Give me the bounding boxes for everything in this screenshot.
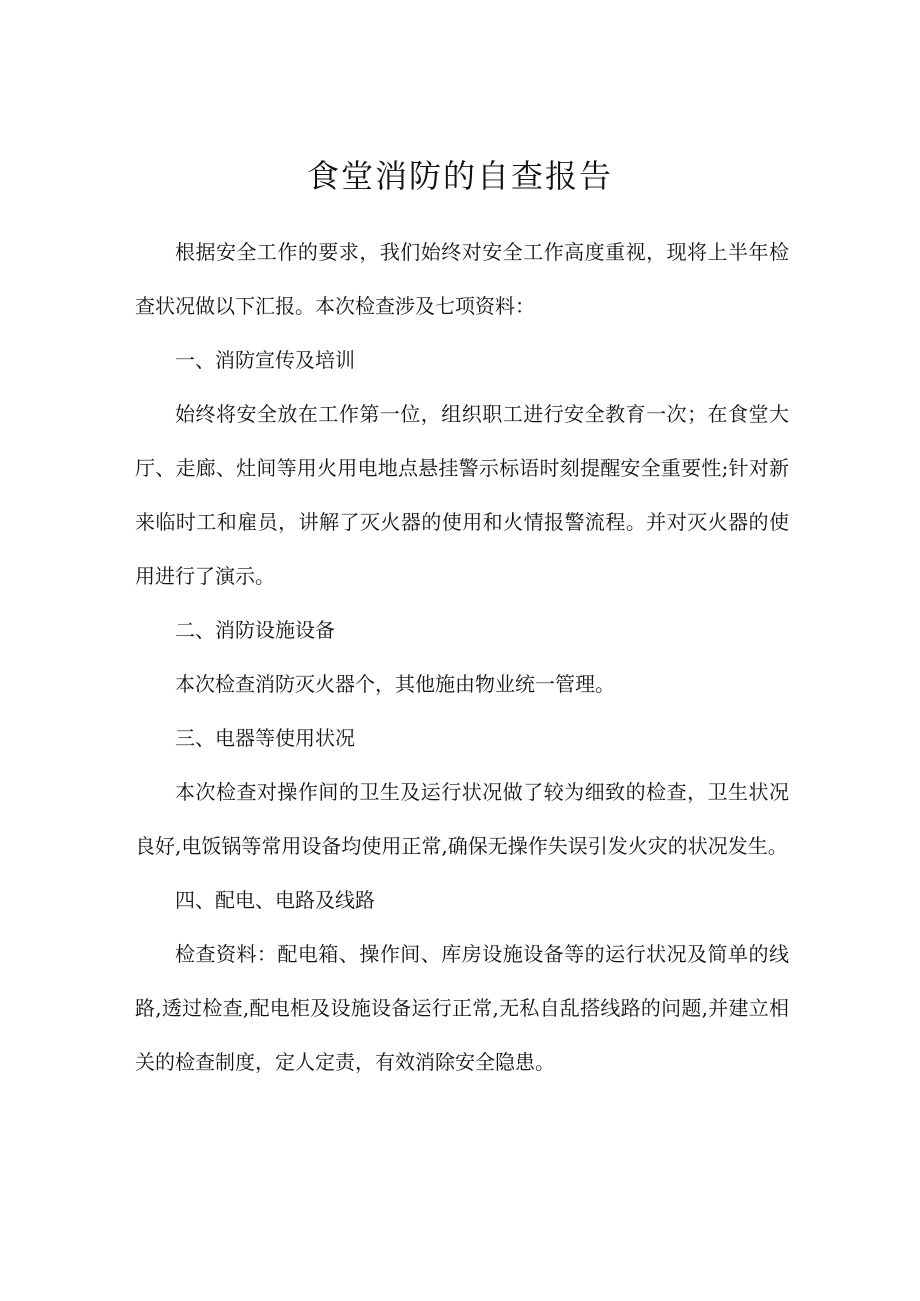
section-heading-wiring: 四、配电、电路及线路 <box>175 888 375 912</box>
paragraph-wiring: 检查资料：配电箱、操作间、库房设施设备等的运行状况及简单的线路,透过检查,配电柜及设施设备运行正常,无私自乱搭线路的问题,并建立相关的检查制度，定人定责，有效消除安全隐患。 <box>135 942 789 1074</box>
intro-paragraph: 根据安全工作的要求，我们始终对安全工作高度重视，现将上半年检查状况做以下汇报。本次检查涉及七项资料： <box>135 240 789 318</box>
section-heading-publicity-training: 一、消防宣传及培训 <box>175 348 355 372</box>
document-title: 食堂消防的自查报告 <box>306 157 613 195</box>
paragraph-appliances: 本次检查对操作间的卫生及运行状况做了较为细致的检查，卫生状况良好,电饭锅等常用设备均使用正常,确保无操作失误引发火灾的状况发生。 <box>135 780 789 858</box>
document-body <box>135 225 789 1089</box>
paragraph-facilities: 本次检查消防灭火器个，其他施由物业统一管理。 <box>175 672 615 696</box>
section-heading-appliances: 三、电器等使用状况 <box>175 726 355 750</box>
section-heading-facilities: 二、消防设施设备 <box>175 618 335 642</box>
paragraph-publicity-training: 始终将安全放在工作第一位，组织职工进行安全教育一次；在食堂大厅、走廊、灶间等用火用电地点悬挂警示标语时刻提醒安全重要性;针对新来临时工和雇员，讲解了灭火器的使用和火情报警流程。并对灭火器的使用进行了演示。 <box>135 402 789 588</box>
